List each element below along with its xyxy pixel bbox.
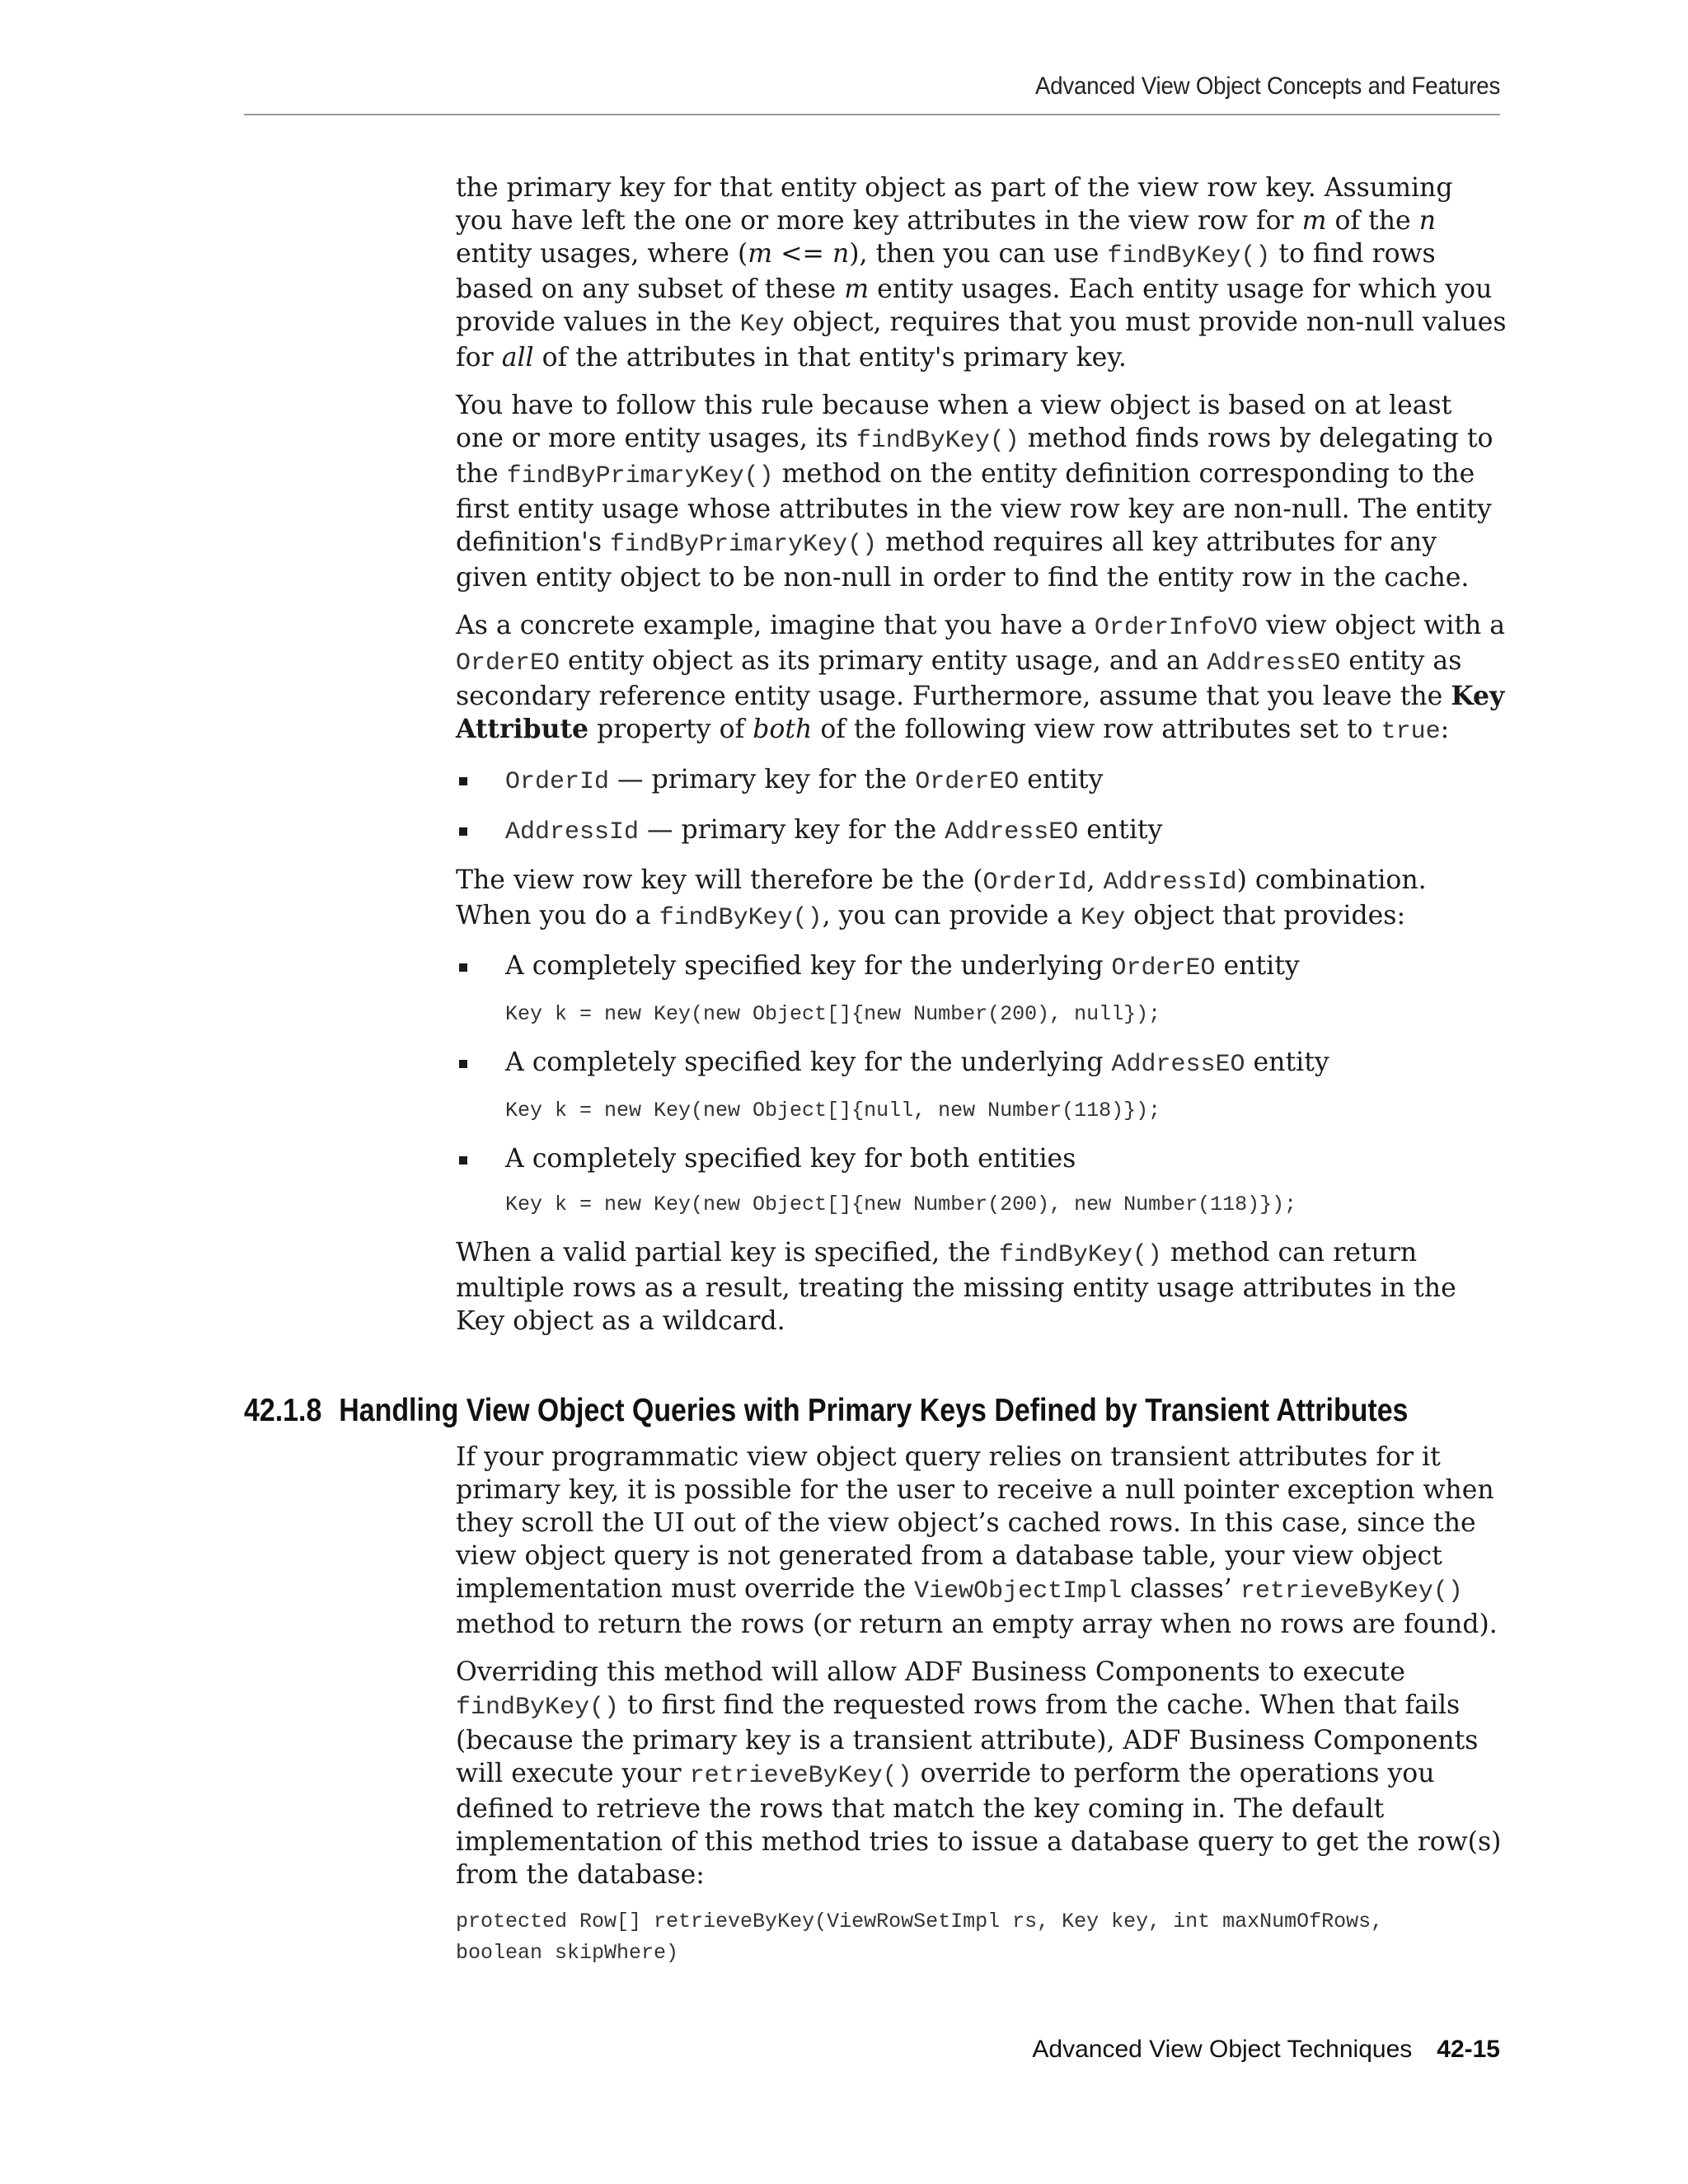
paragraph-concrete-example: As a concrete example, imagine that you have a OrderInfoVO view object with a OrderEO entity object as its primary entity usage, and an AddressEO entity as secondary reference entity usage. Furthermore, assume that you leave the Key Attribute property of both of the following view row attributes set to true: [456,611,1506,746]
running-header: Advanced View Object Concepts and Features [1034,73,1500,100]
list-item: A completely specified key for the underlying OrderEO entity Key k = new Key(new Object[]{new Number(200), null}); [456,949,1507,1031]
paragraph-primary-key-rule: the primary key for that entity object as part of the view row key. Assuming you have left the one or more key attributes in the view row for m of the n entity usages, where (m <= n), then you can use findByKey() to find rows based on any subset of these m entity usages. Each entity usage for which you provide values in the Key object, requires that you must provide non-null values for all of the attributes in that entity's primary key. [456,173,1507,373]
section-heading [244,1393,1409,1429]
header-rule [244,114,1500,115]
paragraph-rule-reason: You have to follow this rule because when a view object is based on at least one or more entity usages, its findByKey() method finds rows by delegating to the findByPrimaryKey() method on the entity definition corresponding to the first entity usage whose attributes in the view row key are non-null. The entity definition's findByPrimaryKey() method requires all key attributes for any given entity object to be non-null in order to find the entity row in the cache. [456,391,1493,593]
key-attribute-list [456,763,1507,849]
paragraph-view-row-key: The view row key will therefore be the (OrderId, AddressId) combination. When you do a findByKey(), you can provide a Key object that provides: [456,865,1427,932]
section-title: Handling View Object Queries with Primary Keys Defined by Transient Attributes [339,1393,1409,1428]
key-example-list [456,949,1507,1221]
paragraph-transient-keys: If your programmatic view object query relies on transient attributes for it primary key, it is possible for the user to receive a null pointer exception when they scroll the UI out of the view object’s cached rows. In this case, since the view object query is not generated from a database table, your view object implementation must override the ViewObjectImpl classes’ retrieveByKey() method to return the rows (or return an empty array when no rows are found). [456,1442,1498,1639]
code-example: Key k = new Key(new Object[]{new Number(200), new Number(118)}); [505,1193,1297,1216]
page-footer [1032,2036,1500,2064]
section-body [456,1441,1507,1969]
list-item: OrderId — primary key for the OrderEO entity [456,763,1507,799]
page-number: 42-15 [1437,2036,1500,2063]
list-item: A completely specified key for both entities Key k = new Key(new Object[]{new Number(200), new Number(118)}); [456,1142,1507,1221]
method-signature-code: protected Row[] retrieveByKey(ViewRowSetImpl rs, Key key, int maxNumOfRows, boolean skipWhere) [456,1910,1384,1965]
code-example: Key k = new Key(new Object[]{null, new Number(118)}); [505,1099,1161,1122]
paragraph-override-method: Overriding this method will allow ADF Business Components to execute findByKey() to first find the requested rows from the cache. When that fails (because the primary key is a transient attribute), ADF Business Components will execute your retrieveByKey() override to perform the operations you defined to retrieve the rows that match the key coming in. The default implementation of this method tries to issue a database query to get the row(s) from the database: [456,1657,1502,1890]
footer-chapter-title: Advanced View Object Techniques [1032,2036,1413,2063]
body-text [456,171,1507,1352]
list-item: A completely specified key for the underlying AddressEO entity Key k = new Key(new Object[]{null, new Number(118)}); [456,1046,1507,1127]
list-item: AddressId — primary key for the AddressEO entity [456,813,1507,849]
section-number: 42.1.8 [244,1393,322,1428]
code-example: Key k = new Key(new Object[]{new Number(200), null}); [505,1002,1161,1026]
paragraph-partial-key: When a valid partial key is specified, the findByKey() method can return multiple rows as a result, treating the missing entity usage attributes in the Key object as a wildcard. [456,1238,1456,1336]
